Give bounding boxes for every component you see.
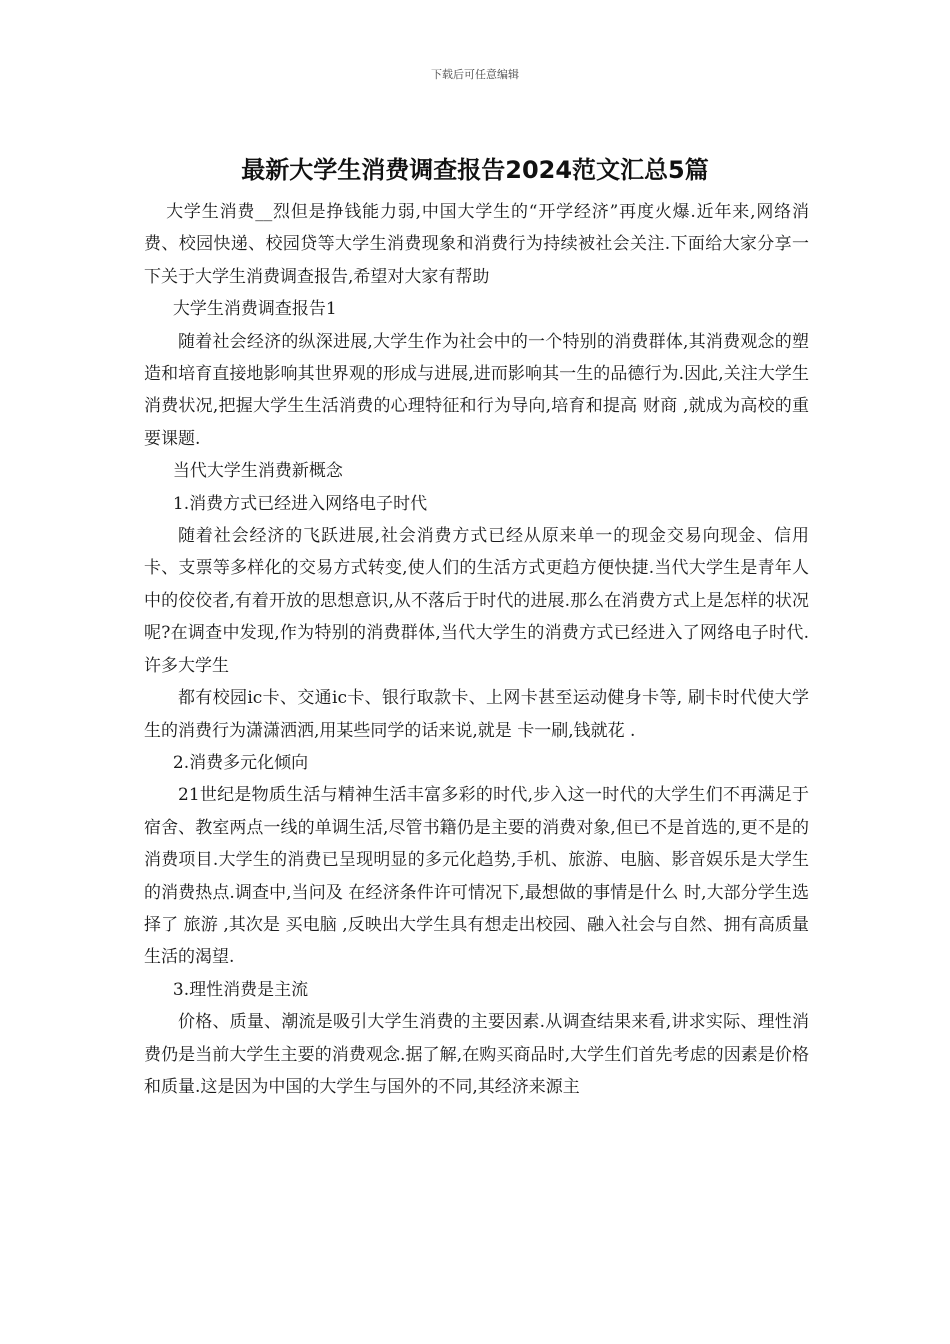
body-paragraph: 21世纪是物质生活与精神生活丰富多彩的时代,步入这一时代的大学生们不再满足于宿舍、教室两点一线的单调生活,尽管书籍仍是主要的消费对象,但已不是首选的,更不是的消费项目.大学生的消费已呈现明显的多元化趋势,手机、旅游、电脑、影音娱乐是大学生的消费热点.调查中,当问及 在经济条件许可情况下,最想做的事情是什么 时,大部分学生选择了 旅游 ,其次是 买电脑 ,反映出大学生具有想走出校园、融入社会与自然、拥有高质量生活的渴望. xyxy=(144,785,809,968)
document-body xyxy=(144,196,809,1103)
section-heading-new-concept: 当代大学生消费新概念 xyxy=(172,461,343,482)
section-heading-report-1: 大学生消费调查报告1 xyxy=(172,299,337,320)
header-note: 下载后可任意编辑 xyxy=(431,68,519,81)
body-paragraph: 随着社会经济的飞跃进展,社会消费方式已经从原来单一的现金交易向现金、信用卡、支票等多样化的交易方式转变,使人们的生活方式更趋方便快捷.当代大学生是青年人中的佼佼者,有着开放的思想意识,从不落后于时代的进展.那么在消费方式上是怎样的状况呢?在调查中发现,作为特别的消费群体,当代大学生的消费方式已经进入了网络电子时代.许多大学生 xyxy=(144,526,809,676)
document-title: 最新大学生消费调查报告2024范文汇总5篇 xyxy=(241,156,709,184)
intro-paragraph: 大学生消费__烈但是挣钱能力弱,中国大学生的“开学经济”再度火爆.近年来,网络消费、校园快递、校园贷等大学生消费现象和消费行为持续被社会关注.下面给大家分享一下关于大学生消费调查报告,希望对大家有帮助 xyxy=(144,202,809,287)
body-paragraph: 都有校园ic卡、交通ic卡、银行取款卡、上网卡甚至运动健身卡等, 刷卡时代使大学生的消费行为潇潇洒洒,用某些同学的话来说,就是 卡一刷,钱就花 . xyxy=(144,688,809,741)
subheading-2: 2.消费多元化倾向 xyxy=(172,752,309,773)
subheading-1: 1.消费方式已经进入网络电子时代 xyxy=(172,493,428,514)
body-paragraph: 价格、质量、潮流是吸引大学生消费的主要因素.从调查结果来看,讲求实际、理性消费仍是当前大学生主要的消费观念.据了解,在购买商品时,大学生们首先考虑的因素是价格和质量.这是因为中国的大学生与国外的不同,其经济来源主 xyxy=(144,1012,809,1097)
body-paragraph: 随着社会经济的纵深进展,大学生作为社会中的一个特别的消费群体,其消费观念的塑造和培育直接地影响其世界观的形成与进展,进而影响其一生的品德行为.因此,关注大学生消费状况,把握大学生生活消费的心理特征和行为导向,培育和提高 财商 ,就成为高校的重要课题. xyxy=(144,331,809,449)
subheading-3: 3.理性消费是主流 xyxy=(172,979,309,1000)
